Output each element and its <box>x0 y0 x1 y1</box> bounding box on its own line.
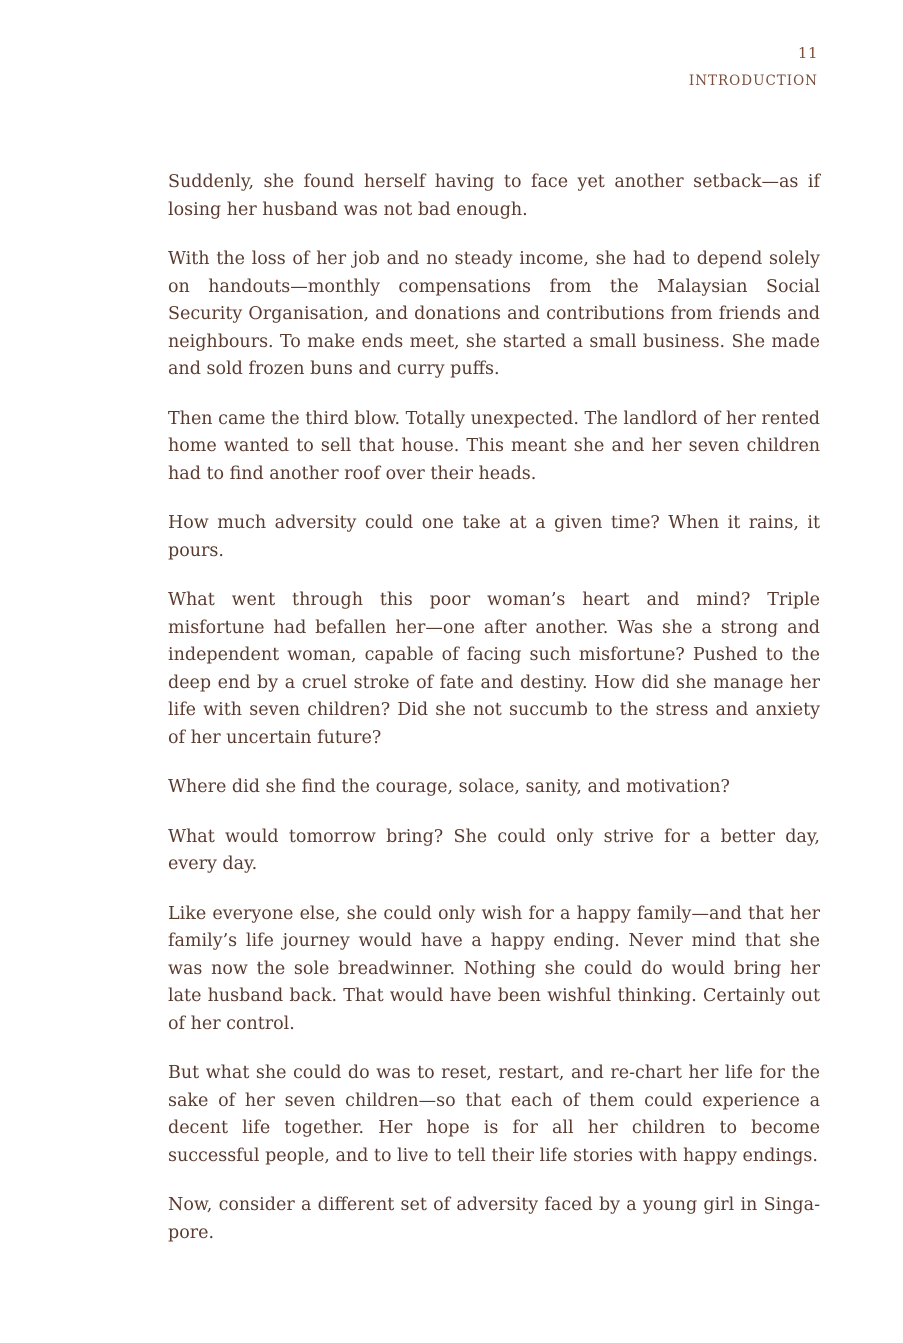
paragraph: Suddenly, she found herself having to face yet another setback—as if losing her husband was not bad enough. <box>168 172 820 220</box>
paragraph: Like everyone else, she could only wish for a happy family—and that her family’s life journey would have a happy ending. Never mind that she was now the sole breadwinner. Nothing she could do would bring her late husband back. That would have been wishful thinking. Certainly out of her control. <box>168 903 820 1034</box>
body-text <box>168 169 820 1269</box>
paragraph: Then came the third blow. Totally unexpected. The landlord of her rented home wanted to sell that house. This meant she and her seven children had to find another roof over their heads. <box>168 408 820 484</box>
paragraph: With the loss of her job and no steady income, she had to depend solely on handouts—monthly compensations from the Malaysian Social Security Organisation, and donations and contributions from friends and neighbours. To make ends meet, she started a small business. She made and sold frozen buns and curry puffs. <box>168 249 820 379</box>
paragraph: How much adversity could one take at a given time? When it rains, it pours. <box>168 513 820 561</box>
page-number: 11 <box>797 44 818 62</box>
paragraph: Where did she find the courage, solace, sanity, and motivation? <box>168 777 730 797</box>
paragraph: Now, consider a different set of adversity faced by a young girl in Singapore. <box>168 1195 820 1243</box>
running-head: INTRODUCTION <box>688 73 818 89</box>
paragraph: What would tomorrow bring? She could only strive for a better day, every day. <box>168 826 820 874</box>
paragraph: What went through this poor woman’s heart and mind? Triple misfortune had befallen her—one after another. Was she a strong and independent woman, capable of facing such misfortune? Pushed to the deep end by a cruel stroke of fate and destiny. How did she manage her life with seven children? Did she not succumb to the stress and anxiety of her uncertain future? <box>168 590 820 748</box>
paragraph: But what she could do was to reset, restart, and re-chart her life for the sake of her seven children—so that each of them could experience a decent life together. Her hope is for all her children to become successful people, and to live to tell their life stories with happy endings. <box>168 1063 820 1166</box>
